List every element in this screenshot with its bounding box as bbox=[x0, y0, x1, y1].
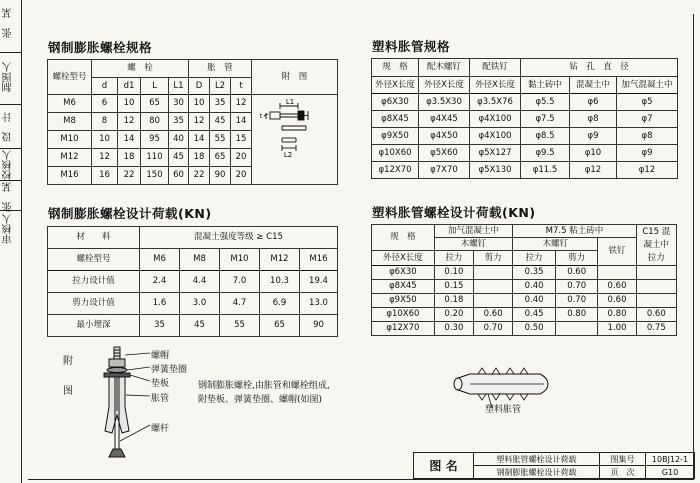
table-row bbox=[372, 111, 678, 128]
side-strip-item: 设 计 bbox=[3, 112, 14, 142]
plastic-load-header-spec: 规 格 bbox=[372, 225, 435, 251]
table-cell: 90 bbox=[300, 315, 338, 337]
table-cell: φ5 bbox=[617, 94, 678, 111]
table-cell: 0.60 bbox=[636, 308, 676, 322]
steel-load-header-material: 材 料 bbox=[48, 227, 140, 249]
table-row bbox=[372, 294, 677, 308]
table-cell: 12 bbox=[92, 149, 118, 167]
plastic-spec-header: 规 格 bbox=[372, 59, 419, 77]
table-cell bbox=[474, 266, 513, 280]
table-cell: 15 bbox=[231, 131, 252, 149]
table-cell: φ3.5X30 bbox=[419, 94, 470, 111]
table-cell: 12 bbox=[118, 113, 141, 131]
table-cell: 95 bbox=[141, 131, 169, 149]
table-cell: 4.7 bbox=[220, 293, 260, 315]
table-cell: φ10X60 bbox=[372, 308, 435, 322]
table-cell: φ7.5 bbox=[521, 111, 570, 128]
title-block-name-2: 钢制膨胀螺栓设计荷载 bbox=[474, 466, 600, 479]
side-strip-item: 张 某 bbox=[3, 8, 14, 38]
table-cell: φ8X45 bbox=[372, 280, 435, 294]
table-cell: 22 bbox=[118, 167, 141, 185]
steel-spec-header-tube: 胀 管 bbox=[189, 60, 252, 78]
title-block-page-label: 页 次 bbox=[600, 466, 646, 479]
steel-spec-header-figure: 附 图 bbox=[252, 60, 338, 95]
table-cell: 0.30 bbox=[434, 322, 473, 336]
table-cell: 65 bbox=[210, 149, 231, 167]
plastic-load-header-brick-nail: 铁钉 bbox=[598, 238, 636, 266]
table-cell: 14 bbox=[118, 131, 141, 149]
steel-spec-figure-cell bbox=[252, 95, 338, 185]
table-cell: 0.35 bbox=[513, 266, 556, 280]
title-block-atlas-no: 10BJ12-1 bbox=[646, 453, 695, 466]
table-cell: φ5X130 bbox=[470, 162, 521, 179]
plastic-load-header-pull: 拉力 bbox=[513, 251, 556, 266]
table-cell: 55 bbox=[220, 315, 260, 337]
table-cell: φ4X50 bbox=[419, 128, 470, 145]
steel-load-title: 钢制膨胀螺栓设计荷载(KN) bbox=[48, 206, 212, 221]
table-cell: 12 bbox=[231, 95, 252, 113]
table-cell: φ9.5 bbox=[521, 145, 570, 162]
table-cell: 10 bbox=[92, 131, 118, 149]
plastic-spec-sub-header: 外径X长度 bbox=[419, 77, 470, 94]
plastic-spec-sub-header: 外径X长度 bbox=[372, 77, 419, 94]
steel-load-header-concrete: 混凝土强度等级 ≥ C15 bbox=[140, 227, 338, 249]
table-cell: 0.70 bbox=[555, 294, 598, 308]
c15-line: C15 混 bbox=[642, 226, 671, 237]
table-row bbox=[372, 266, 677, 280]
steel-spec-sub-header: d1 bbox=[118, 78, 141, 95]
table-cell: 14 bbox=[231, 113, 252, 131]
steel-spec-sub-header: D bbox=[189, 78, 210, 95]
table-cell: φ7X70 bbox=[419, 162, 470, 179]
part-label-rod: 螺杆 bbox=[151, 424, 170, 434]
steel-spec-sub-header: d bbox=[92, 78, 118, 95]
table-cell bbox=[474, 280, 513, 294]
table-cell bbox=[555, 322, 598, 336]
plastic-load-header-shear: 剪力 bbox=[474, 251, 513, 266]
table-cell: 0.18 bbox=[434, 294, 473, 308]
plastic-spec-header: 配铁钉 bbox=[470, 59, 521, 77]
steel-spec-title: 钢制膨胀螺栓规格 bbox=[48, 40, 153, 55]
plastic-load-header-brick: M7.5 粘土砖中 bbox=[513, 225, 636, 238]
table-cell: φ3.5X76 bbox=[470, 94, 521, 111]
steel-load-model: M10 bbox=[220, 249, 260, 271]
table-cell: 18 bbox=[189, 149, 210, 167]
steel-load-header-model: 螺栓型号 bbox=[48, 249, 140, 271]
table-cell: 0.15 bbox=[434, 280, 473, 294]
steel-spec-header-model: 螺栓型号 bbox=[48, 60, 92, 95]
steel-load-model: M6 bbox=[140, 249, 180, 271]
side-strip-item: 审核人 bbox=[3, 214, 14, 244]
dim-label-l2: L2 bbox=[283, 150, 293, 159]
table-cell: M6 bbox=[48, 95, 92, 113]
table-cell: 最小埋深 bbox=[48, 315, 140, 337]
table-cell: 60 bbox=[169, 167, 189, 185]
table-cell: φ9X50 bbox=[372, 128, 419, 145]
table-cell: φ5X60 bbox=[419, 145, 470, 162]
plastic-load-header-c15 bbox=[636, 225, 676, 266]
title-block-atlas-label: 图集号 bbox=[600, 453, 646, 466]
side-strip-item: 校核人 bbox=[3, 150, 14, 180]
table-cell: 45 bbox=[180, 315, 220, 337]
table-cell: 10 bbox=[118, 95, 141, 113]
table-cell: 16 bbox=[92, 167, 118, 185]
table-cell: 13.0 bbox=[300, 293, 338, 315]
plastic-load-table bbox=[371, 224, 677, 336]
table-cell: 14 bbox=[189, 131, 210, 149]
table-row bbox=[372, 145, 678, 162]
table-cell: 65 bbox=[141, 95, 169, 113]
table-row bbox=[48, 293, 338, 315]
table-cell: φ6X30 bbox=[372, 266, 435, 280]
plastic-load-header-aerated-wood: 木螺钉 bbox=[434, 238, 512, 251]
table-cell bbox=[598, 266, 636, 280]
plastic-load-header-shear: 剪力 bbox=[555, 251, 598, 266]
c15-line: 拉力 bbox=[647, 252, 665, 263]
plastic-spec-title: 塑料胀管规格 bbox=[372, 39, 451, 54]
table-cell: 45 bbox=[169, 149, 189, 167]
steel-load-model: M8 bbox=[180, 249, 220, 271]
table-row bbox=[48, 95, 338, 113]
table-cell: φ4X45 bbox=[419, 111, 470, 128]
table-cell: 0.20 bbox=[434, 308, 473, 322]
table-cell: 30 bbox=[169, 95, 189, 113]
table-cell: 0.75 bbox=[636, 322, 676, 336]
table-cell: φ10 bbox=[570, 145, 617, 162]
steel-load-table bbox=[47, 226, 338, 337]
steel-spec-sub-header: L1 bbox=[169, 78, 189, 95]
part-label-plate: 垫板 bbox=[151, 379, 170, 389]
bolt-dimension-figure bbox=[252, 96, 336, 184]
table-cell: 110 bbox=[141, 149, 169, 167]
table-cell: 35 bbox=[210, 95, 231, 113]
table-cell: φ7 bbox=[617, 111, 678, 128]
plastic-spec-header: 配木螺钉 bbox=[419, 59, 470, 77]
table-cell: φ6 bbox=[570, 94, 617, 111]
table-cell: 20 bbox=[231, 149, 252, 167]
table-cell: 0.70 bbox=[555, 280, 598, 294]
table-cell: φ8X45 bbox=[372, 111, 419, 128]
table-cell: 22 bbox=[189, 167, 210, 185]
table-cell: φ11.5 bbox=[521, 162, 570, 179]
table-cell: φ12X70 bbox=[372, 322, 435, 336]
plastic-spec-sub-header: 黏土砖中 bbox=[521, 77, 570, 94]
table-cell: φ8.5 bbox=[521, 128, 570, 145]
table-cell: 12 bbox=[189, 113, 210, 131]
plastic-load-header-dim: 外径X长度 bbox=[372, 251, 435, 266]
table-cell: 7.0 bbox=[220, 271, 260, 293]
table-cell: 35 bbox=[169, 113, 189, 131]
table-row bbox=[48, 271, 338, 293]
table-cell: 45 bbox=[210, 113, 231, 131]
table-row bbox=[372, 280, 677, 294]
table-cell: 80 bbox=[141, 113, 169, 131]
table-cell: φ9 bbox=[617, 145, 678, 162]
table-cell: φ10X60 bbox=[372, 145, 419, 162]
dim-label-l1: L1 bbox=[285, 97, 295, 106]
table-cell: M16 bbox=[48, 167, 92, 185]
steel-spec-sub-header: L bbox=[141, 78, 169, 95]
table-row bbox=[372, 128, 678, 145]
figure-description-2: 附垫板、弹簧垫圈、螺帽(如图) bbox=[198, 395, 323, 405]
table-cell: φ4X100 bbox=[470, 128, 521, 145]
table-cell: 1.00 bbox=[598, 322, 636, 336]
table-cell: φ8 bbox=[617, 128, 678, 145]
table-cell: M12 bbox=[48, 149, 92, 167]
steel-spec-header-bolt: 螺 栓 bbox=[92, 60, 189, 78]
figure-label-b: 图 bbox=[63, 386, 73, 397]
side-strip-item: 张 某 bbox=[3, 182, 14, 212]
table-row bbox=[372, 308, 677, 322]
part-label-sleeve: 胀管 bbox=[151, 394, 170, 404]
table-cell: 8 bbox=[92, 113, 118, 131]
plastic-load-header-pull: 拉力 bbox=[434, 251, 473, 266]
steel-spec-sub-header: t bbox=[231, 78, 252, 95]
table-cell: φ12 bbox=[570, 162, 617, 179]
title-block-name-1: 塑料胀管螺栓设计荷载 bbox=[474, 453, 600, 466]
title-block-page-no: G10 bbox=[646, 466, 695, 479]
table-cell: 6 bbox=[92, 95, 118, 113]
table-cell: 3.0 bbox=[180, 293, 220, 315]
table-cell: 4.4 bbox=[180, 271, 220, 293]
plastic-spec-sub-header: 混凝土中 bbox=[570, 77, 617, 94]
table-cell: 0.40 bbox=[513, 280, 556, 294]
table-cell: φ9X50 bbox=[372, 294, 435, 308]
figure-label-a: 附 bbox=[63, 356, 73, 367]
steel-spec-table bbox=[47, 59, 338, 185]
table-cell: 150 bbox=[141, 167, 169, 185]
table-cell: 10.3 bbox=[260, 271, 300, 293]
table-cell: 19.4 bbox=[300, 271, 338, 293]
table-cell: 10 bbox=[189, 95, 210, 113]
plastic-load-header-aerated: 加气混凝土中 bbox=[434, 225, 512, 238]
table-cell: φ9 bbox=[570, 128, 617, 145]
plastic-spec-sub-header: 加气混凝土中 bbox=[617, 77, 678, 94]
steel-load-model: M16 bbox=[300, 249, 338, 271]
table-cell: φ12 bbox=[617, 162, 678, 179]
table-cell: 0.60 bbox=[474, 308, 513, 322]
table-cell: φ12X70 bbox=[372, 162, 419, 179]
table-cell: M10 bbox=[48, 131, 92, 149]
table-cell: 0.40 bbox=[513, 294, 556, 308]
table-cell bbox=[636, 280, 676, 294]
table-cell: 55 bbox=[210, 131, 231, 149]
side-strip bbox=[0, 0, 22, 483]
table-cell: 1.6 bbox=[140, 293, 180, 315]
table-cell: 拉力设计值 bbox=[48, 271, 140, 293]
table-cell: 0.60 bbox=[598, 280, 636, 294]
table-cell: 0.50 bbox=[513, 322, 556, 336]
table-row bbox=[48, 315, 338, 337]
table-cell: φ6X30 bbox=[372, 94, 419, 111]
table-cell: 20 bbox=[231, 167, 252, 185]
plastic-spec-sub-header: 外径X长度 bbox=[470, 77, 521, 94]
table-cell: 6.9 bbox=[260, 293, 300, 315]
table-cell: 0.10 bbox=[434, 266, 473, 280]
table-cell: M8 bbox=[48, 113, 92, 131]
table-cell: φ5X127 bbox=[470, 145, 521, 162]
table-cell: 剪力设计值 bbox=[48, 293, 140, 315]
table-cell bbox=[474, 294, 513, 308]
table-row bbox=[372, 162, 678, 179]
table-cell: φ4X100 bbox=[470, 111, 521, 128]
table-cell bbox=[636, 294, 676, 308]
table-cell: 35 bbox=[140, 315, 180, 337]
table-cell: 2.4 bbox=[140, 271, 180, 293]
plastic-load-title: 塑料胀管螺栓设计荷载(KN) bbox=[372, 205, 536, 220]
plastic-spec-table bbox=[371, 58, 678, 179]
table-cell: 65 bbox=[260, 315, 300, 337]
table-cell: 0.70 bbox=[474, 322, 513, 336]
table-cell: 0.45 bbox=[513, 308, 556, 322]
title-block-label: 图 名 bbox=[414, 453, 474, 479]
table-cell: 40 bbox=[169, 131, 189, 149]
dim-label-t: t bbox=[259, 112, 263, 120]
table-cell: 0.80 bbox=[555, 308, 598, 322]
table-cell bbox=[636, 266, 676, 280]
steel-load-model: M12 bbox=[260, 249, 300, 271]
part-label-nut: 螺帽 bbox=[151, 351, 170, 361]
plastic-anchor-label: 塑料胀管 bbox=[485, 405, 522, 415]
plastic-load-header-brick-wood: 木螺钉 bbox=[513, 238, 598, 251]
table-cell: 0.80 bbox=[598, 308, 636, 322]
table-cell: 0.60 bbox=[555, 266, 598, 280]
plastic-spec-header-drill: 钻 孔 直 径 bbox=[521, 59, 678, 77]
table-cell: 90 bbox=[210, 167, 231, 185]
table-row bbox=[372, 322, 677, 336]
figure-description-1: 钢制膨胀螺栓,由胀管和螺栓组成, bbox=[198, 381, 330, 391]
steel-spec-sub-header: L2 bbox=[210, 78, 231, 95]
table-cell: φ8 bbox=[570, 111, 617, 128]
table-cell: 0.60 bbox=[598, 294, 636, 308]
c15-line: 凝土中 bbox=[643, 239, 670, 250]
part-label-spring-washer: 弹簧垫圈 bbox=[151, 365, 188, 375]
table-row bbox=[372, 94, 678, 111]
table-cell: φ5.5 bbox=[521, 94, 570, 111]
table-cell: 18 bbox=[118, 149, 141, 167]
side-strip-item: 制图人 bbox=[3, 62, 14, 92]
title-block bbox=[413, 452, 695, 479]
